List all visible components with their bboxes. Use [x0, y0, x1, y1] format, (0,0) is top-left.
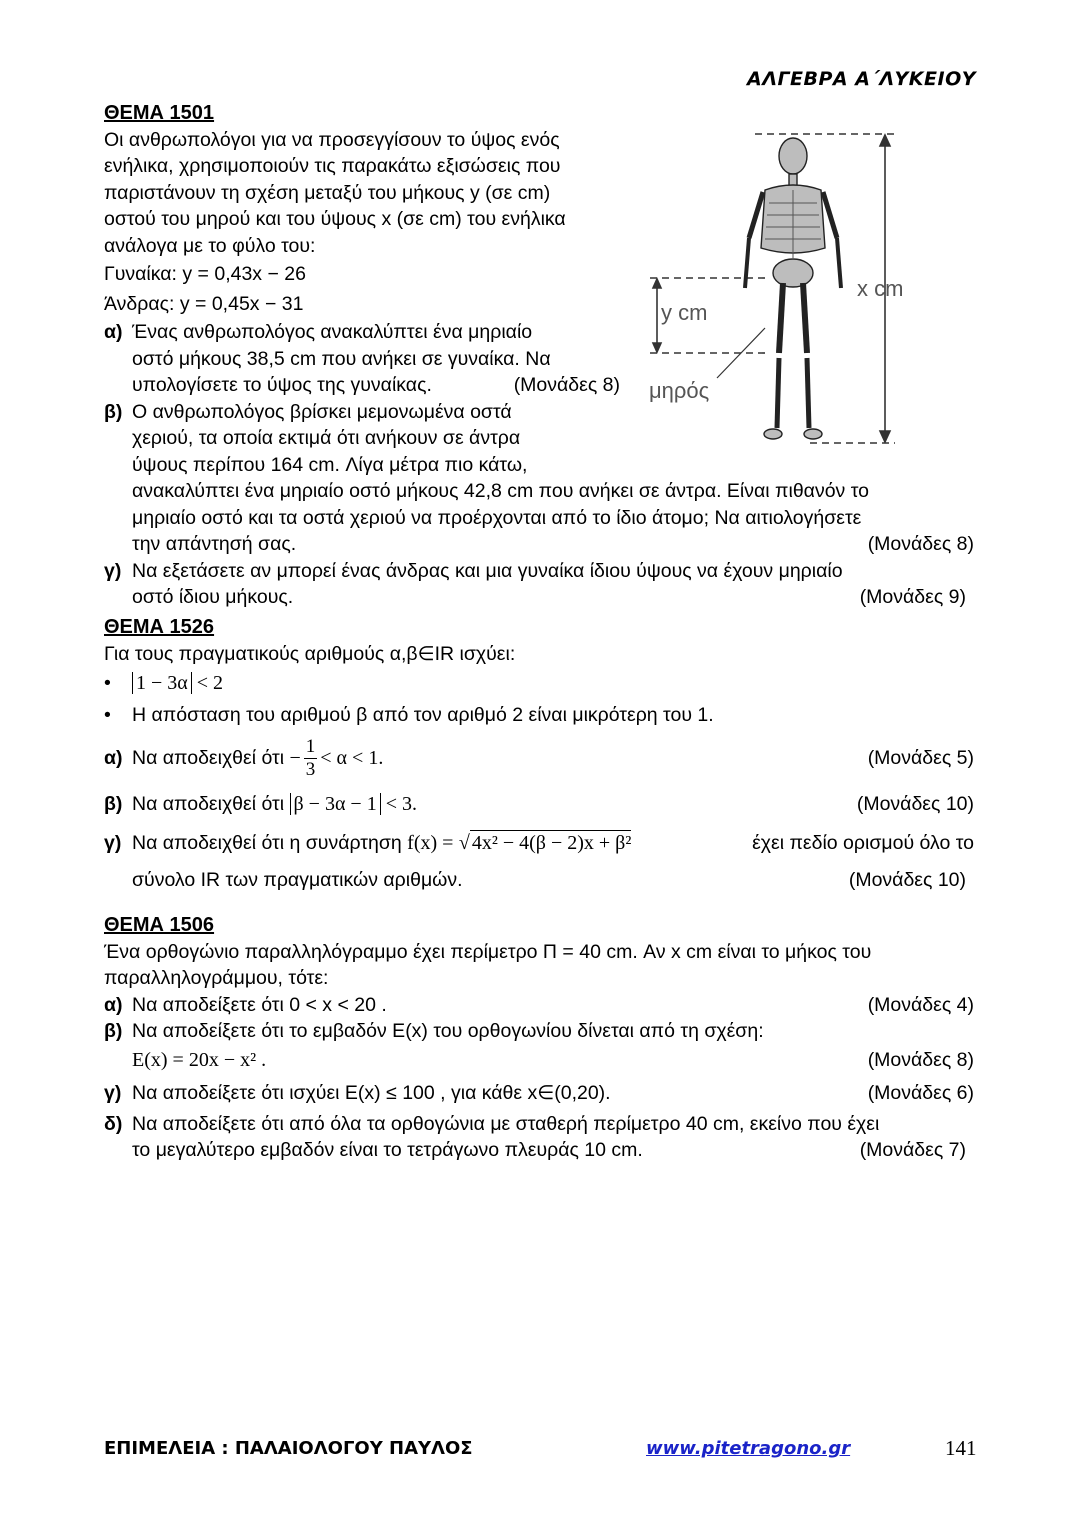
- theme-1526: ΘΕΜΑ 1526 Για τους πραγματικούς αριθμούς α,β∈IR ισχύει: • 1 − 3α < 2 • Η απόσταση του αριθμού β από τον αριθμό 2 είναι μικρότερη του 1. α) Να αποδειχθεί ότι − $\frac{1}{3}$ < α < 1. (Μονάδες 5) β) Να αποδειχθεί ότι β − 3α − 1 < 3. (Μονάδες 10) γ) Να αποδειχθεί ότι η συνάρτηση f(x) = √ 4x² − 4(β − 2)x + β² έχει πεδίο ορισμού όλο το σύνολο IR των πραγματικών αριθμών. (Μονάδες 10): [104, 614, 974, 897]
- question-label: δ): [104, 1112, 123, 1135]
- sqrt-icon: √: [458, 832, 470, 854]
- skeleton-figure: [645, 128, 935, 448]
- question-label: γ): [104, 1081, 122, 1104]
- points: (Μονάδες 8): [513, 374, 620, 396]
- question-label: β): [104, 400, 123, 423]
- intro-line: παραλληλογράμμου, τότε:: [104, 967, 329, 989]
- question-b: β) Να αποδείξετε ότι το εμβαδόν Ε(x) του ορθογωνίου δίνεται από τη σχέση:: [104, 1018, 974, 1045]
- points: (Μονάδες 9): [859, 586, 966, 608]
- theme-title: ΘΕΜΑ 1526: [104, 616, 215, 638]
- fraction: $\frac{1}{3}$: [305, 736, 316, 781]
- points: (Μονάδες 6): [867, 1081, 974, 1104]
- theme-title: ΘΕΜΑ 1506: [104, 914, 215, 936]
- points: (Μονάδες 8): [867, 533, 974, 555]
- bullet-icon: •: [104, 704, 111, 726]
- intro-line: Οι ανθρωπολόγοι για να προσεγγίσουν το ύψος ενός: [104, 128, 560, 151]
- question-d: δ) Να αποδείξετε ότι από όλα τα ορθογώνια με σταθερή περίμετρο 40 cm, εκείνο που έχει: [104, 1111, 974, 1138]
- question-label: γ): [104, 559, 122, 582]
- points: (Μονάδες 4): [867, 993, 974, 1016]
- height-label: x cm: [857, 276, 904, 301]
- bullet-item: • Η απόσταση του αριθμού β από τον αριθμό 2 είναι μικρότερη του 1.: [104, 699, 974, 731]
- bullet-icon: •: [104, 672, 111, 694]
- footer-website-link[interactable]: www.pitetragono.gr: [646, 1438, 851, 1459]
- femur-bone-label: μηρός: [649, 378, 710, 403]
- page-header: ΑΛΓΕΒΡΑ Α΄ΛΥΚΕΙΟΥ: [747, 68, 976, 90]
- question-c: γ) Να αποδειχθεί ότι η συνάρτηση f(x) = √ 4x² − 4(β − 2)x + β² έχει πεδίο ορισμού όλο το: [104, 823, 974, 863]
- question-c: γ) Να εξετάσετε αν μπορεί ένας άνδρας και μια γυναίκα ίδιου ύψους να έχουν μηριαίο: [104, 558, 974, 585]
- woman-equation: Γυναίκα: y = 0,43x − 26: [104, 263, 306, 285]
- question-b: β) Ο ανθρωπολόγος βρίσκει μεμονωμένα οστά: [104, 399, 974, 426]
- page-number: 141: [945, 1436, 977, 1460]
- area-formula: Ε(x) = 20x − x² .: [132, 1048, 267, 1071]
- points: (Μονάδες 10): [848, 869, 966, 891]
- points: (Μονάδες 10): [856, 793, 974, 815]
- intro-line: παριστάνουν τη σχέση μεταξύ του μήκους y (σε cm): [104, 181, 551, 204]
- question-label: β): [104, 793, 123, 815]
- intro-line: ανάλογα με το φύλο του:: [104, 234, 316, 257]
- theme-title: ΘΕΜΑ 1501: [104, 102, 215, 124]
- points: (Μονάδες 8): [867, 1048, 974, 1071]
- femur-length-label: y cm: [661, 300, 708, 325]
- intro-line: ενήλικα, χρησιμοποιούν τις παρακάτω εξισώσεις που: [104, 155, 561, 177]
- question-label: α): [104, 747, 123, 769]
- bullet-item: • 1 − 3α < 2: [104, 667, 974, 699]
- points: (Μονάδες 5): [867, 747, 974, 769]
- intro-line: οστού του μηρού και του ύψους x (σε cm) του ενήλικα: [104, 208, 566, 230]
- intro-line: Για τους πραγματικούς αριθμούς α,β∈IR ισχύει:: [104, 642, 516, 665]
- question-a: α) Να αποδειχθεί ότι − $\frac{1}{3}$ < α < 1. (Μονάδες 5): [104, 731, 974, 785]
- question-label: β): [104, 1020, 123, 1042]
- question-label: γ): [104, 832, 122, 854]
- man-equation: Άνδρας: y = 0,45x − 31: [104, 293, 304, 315]
- points: (Μονάδες 7): [859, 1139, 966, 1161]
- theme-1501: ΘΕΜΑ 1501 Οι ανθρωπολόγοι για να προσεγγίσουν το ύψος ενός ενήλικα, χρησιμοποιούν τις παρακάτω εξισώσεις που παριστάνουν τη σχέση μεταξύ του μήκους y (σε cm) οστού του μηρού και του ύψους x (σε cm) του ενήλικα ανάλογα με το φύλο του: Γυναίκα: y = 0,43x − 26 Άνδρας: y = 0,45x − 31 α) Ένας ανθρωπολόγος ανακαλύπτει ένα μηριαίο οστό μήκους 38,5 cm που ανήκει σε γυναίκα. Να υπολογίσετε το ύψος της γυναίκας. (Μονάδες 8) β) Ο ανθρωπολόγος βρίσκει μεμονωμένα οστά χεριού, τα οποία εκτιμά ότι ανήκουν σε άντρα ύψους περίπου 164 cm. Λίγα μέτρα πιο κάτω, ανακαλύπτει ένα μηριαίο οστό μήκους 42,8 cm που ανήκει σε άντρα. Είναι πιθανόν το μηριαίο οστό και τα οστά χεριού να προέρχονται από το ίδιο άτομο; Να αιτιολογήσετε την απάντησή σας. (Μονάδες 8) γ) Να εξετάσετε αν μπορεί ένας άνδρας και μια γυναίκα ίδιου ύψους να έχουν μηριαίο οστό ίδιου μήκους. (Μονάδες 9): [104, 100, 974, 611]
- question-label: α): [104, 993, 123, 1016]
- intro-line: Ένα ορθογώνιο παραλληλόγραμμο έχει περίμετρο Π = 40 cm. Αν x cm είναι το μήκος του: [104, 940, 872, 963]
- theme-1506: ΘΕΜΑ 1506 Ένα ορθογώνιο παραλληλόγραμμο έχει περίμετρο Π = 40 cm. Αν x cm είναι το μήκος του παραλληλογράμμου, τότε: α) Να αποδείξετε ότι 0 < x < 20 . (Μονάδες 4) β) Να αποδείξετε ότι το εμβαδόν Ε(x) του ορθογωνίου δίνεται από τη σχέση: Ε(x) = 20x − x² . (Μονάδες 8) γ) Να αποδείξετε ότι ισχύει Ε(x) ≤ 100 , για κάθε x∈(0,20). (Μονάδες 6) δ) Να αποδείξετε ότι από όλα τα ορθογώνια με σταθερή περίμετρο 40 cm, εκείνο που έχει το μεγαλύτερο εμβαδόν είναι το τετράγωνο πλευράς 10 cm. (Μονάδες 7): [104, 912, 974, 1164]
- footer-editor: ΕΠΙΜΕΛΕΙΑ : ΠΑΛΑΙΟΛΟΓΟΥ ΠΑΥΛΟΣ: [104, 1438, 473, 1459]
- question-label: α): [104, 321, 123, 343]
- question-a: α) Ένας ανθρωπολόγος ανακαλύπτει ένα μηριαίο: [104, 319, 974, 346]
- question-c: γ) Να αποδείξετε ότι ισχύει Ε(x) ≤ 100 , για κάθε x∈(0,20). (Μονάδες 6): [104, 1075, 974, 1111]
- question-a: α) Να αποδείξετε ότι 0 < x < 20 . (Μονάδες 4): [104, 992, 974, 1019]
- question-b: β) Να αποδειχθεί ότι β − 3α − 1 < 3. (Μονάδες 10): [104, 785, 974, 823]
